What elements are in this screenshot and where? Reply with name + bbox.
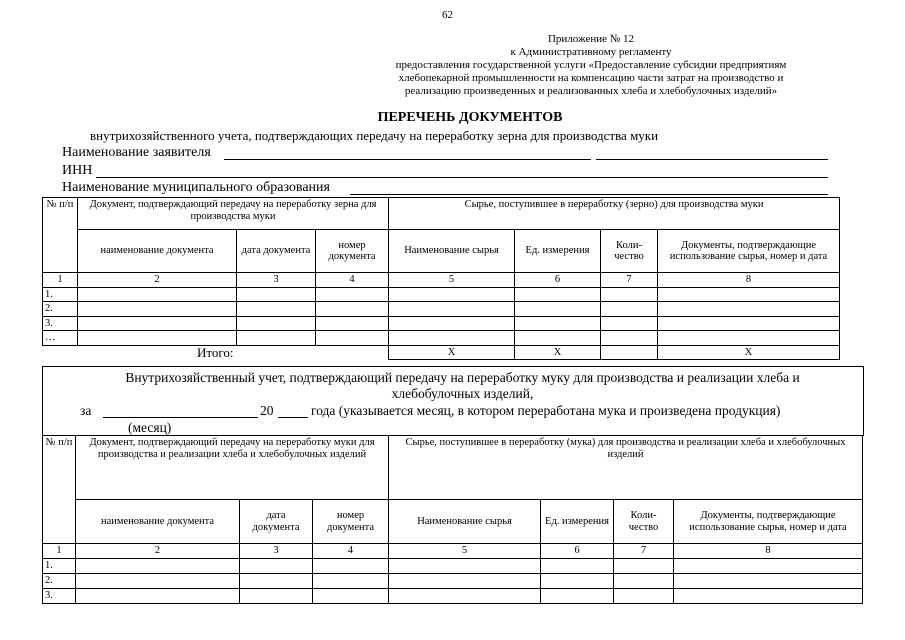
header-line-3: предоставления государственной услуги «Предоставление субсидии предприятиям [395, 59, 787, 71]
quantity-header: Коли-чество [601, 230, 658, 273]
doc-group-header: Документ, подтверждающий передачу на переработку зерна для производства муки [78, 198, 389, 230]
col-number: 7 [614, 544, 674, 559]
table-row [43, 573, 863, 588]
col-number: 2 [78, 273, 237, 288]
col-number: 2 [76, 544, 240, 559]
page-number: 62 [442, 9, 453, 21]
raw-name-header: Наименование сырья [389, 500, 541, 544]
row-number: 3. [43, 316, 78, 331]
usage-docs-header: Документы, подтверждающие использование сырья, номер и дата [674, 500, 863, 544]
row-number: 2. [43, 573, 76, 588]
municipality-label: Наименование муниципального образования [62, 180, 330, 195]
doc-group-header: Документ, подтверждающий передачу на переработку муки для производства и реализации хлеба и хлебобулочных изделий [76, 436, 389, 500]
header-line-2: к Административному регламенту [510, 46, 672, 58]
col-number: 7 [601, 273, 658, 288]
unit-header: Ед. измерения [541, 500, 614, 544]
row-number: 3. [43, 588, 76, 603]
total-label: Итого: [43, 345, 389, 360]
total-mark: Х [658, 345, 840, 360]
row-number: … [43, 331, 78, 346]
quantity-header: Коли-чество [614, 500, 674, 544]
col-number: 6 [515, 273, 601, 288]
document-title: ПЕРЕЧЕНЬ ДОКУМЕНТОВ [377, 110, 563, 125]
col-number: 1 [43, 273, 78, 288]
municipality-line [350, 194, 828, 195]
applicant-label: Наименование заявителя [62, 145, 211, 160]
table-row [43, 588, 863, 603]
doc-number-header: номер документа [316, 230, 389, 273]
total-row [43, 345, 840, 360]
header-line-4: хлебопекарной промышленности на компенсацию части затрат на производство и [398, 72, 784, 84]
total-mark: Х [515, 345, 601, 360]
col-number: 6 [541, 544, 614, 559]
col-num-header: № п/п [43, 198, 78, 273]
document-subtitle: внутрихозяйственного учета, подтверждающих передачу на переработку зерна для производства муки [90, 128, 659, 143]
header-line-1: Приложение № 12 [547, 33, 635, 45]
raw-group-header: Сырье, поступившее в переработку (мука) для производства и реализации хлеба и хлебобулочных изделий [389, 436, 863, 500]
inn-line [96, 177, 828, 178]
total-mark: Х [389, 345, 515, 360]
doc-date-header: дата документа [240, 500, 313, 544]
inn-label: ИНН [62, 163, 93, 178]
row-number: 1. [43, 287, 78, 302]
year-line [278, 417, 308, 418]
table-row [43, 316, 840, 331]
section2-za: за [80, 403, 92, 418]
flour-documents-table [42, 435, 863, 604]
table-row [43, 331, 840, 346]
table-row [43, 558, 863, 573]
col-number: 5 [389, 273, 515, 288]
header-line-5: реализацию произведенных и реализованных хлеба и хлебобулочных изделий» [404, 85, 778, 97]
section2-year: 20 [260, 403, 274, 418]
col-number: 8 [674, 544, 863, 559]
applicant-line-1 [224, 159, 591, 160]
month-line [103, 417, 258, 418]
doc-name-header: наименование документа [76, 500, 240, 544]
section2-line-1: Внутрихозяйственный учет, подтверждающий передачу на переработку муку для производства и реализации хлеба и [125, 370, 800, 385]
table-row [43, 287, 840, 302]
doc-name-header: наименование документа [78, 230, 237, 273]
applicant-line-2 [596, 159, 828, 160]
section2-month: (месяц) [128, 420, 172, 435]
col-number: 8 [658, 273, 840, 288]
col-number: 3 [237, 273, 316, 288]
doc-number-header: номер документа [313, 500, 389, 544]
row-number: 2. [43, 302, 78, 317]
col-number: 4 [313, 544, 389, 559]
usage-docs-header: Документы, подтверждающие использование сырья, номер и дата [658, 230, 840, 273]
col-number: 1 [43, 544, 76, 559]
raw-name-header: Наименование сырья [389, 230, 515, 273]
col-number: 3 [240, 544, 313, 559]
row-number: 1. [43, 558, 76, 573]
table-row [43, 302, 840, 317]
grain-documents-table [42, 197, 840, 360]
col-number: 5 [389, 544, 541, 559]
section2-year-suffix: года (указывается месяц, в котором переработана мука и произведена продукция) [311, 403, 781, 418]
doc-date-header: дата документа [237, 230, 316, 273]
col-num-header: № п/п [43, 436, 76, 544]
col-number: 4 [316, 273, 389, 288]
unit-header: Ед. измерения [515, 230, 601, 273]
section2-line-2: хлебобулочных изделий, [391, 386, 534, 401]
raw-group-header: Сырье, поступившее в переработку (зерно) для производства муки [389, 198, 840, 230]
